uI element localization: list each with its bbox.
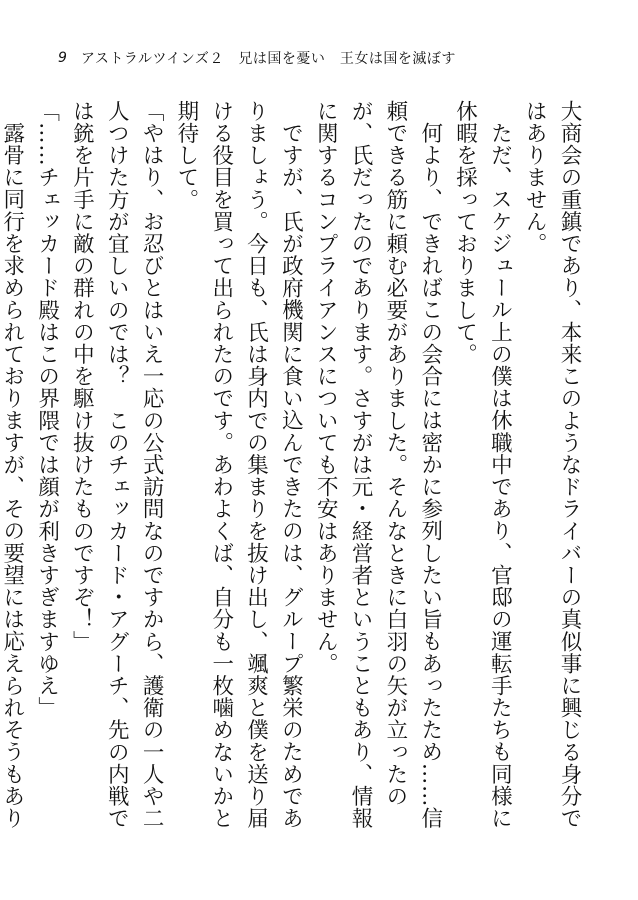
paragraph: 露骨に同行を求められておりますが、その要望には応えられそうもあり [0, 121, 25, 829]
dialogue-paragraph: 「……チェッカード殿はこの界隈では顔が利きすぎますゆえ」 [34, 100, 60, 719]
paragraph: ただ、スケジュール上の僕は休職中であり、官邸の運転手たちも同様に休暇を採っておりまして。 [452, 100, 513, 829]
book-title: アストラルツインズ２ 兄は国を憂い 王女は国を滅ぼす [80, 51, 456, 67]
paragraph: 何より、できればこの会合には密かに参列したい旨もあったため……信頼できる筋に頼む必要がありました。そんなときに白羽の矢が立ったのが、氏だったのであります。さすがは元・経営者ということもあり、情報に関するコンプライアンスについても不安はありません。 [313, 100, 443, 830]
paragraph: ですが、氏が政府機関に食い込んできたのは、グループ繁栄のためでありましょう。今日も、氏は身内での集まりを抜け出し、颯爽と僕を送り届ける役目を買って出られたのです。あわよくば、自分も一枚噛めないかと期待して。 [173, 100, 304, 830]
paragraph: 大商会の重鎮であり、本来このようなドライバーの真似事に興じる身分ではありません。 [522, 100, 582, 830]
dialogue-paragraph: 「やはり、お忍びとはいえ一応の公式訪問なのですから、護衛の一人や二人つけた方が宜しいのでは？ このチェッカード・アグーチ、先の内戦では銃を片手に敵の群れの中を駆け抜けたものですぞ！」 [69, 100, 165, 830]
running-header [58, 48, 456, 68]
vertical-text-body [0, 100, 586, 845]
page-number: 9 [58, 50, 67, 66]
